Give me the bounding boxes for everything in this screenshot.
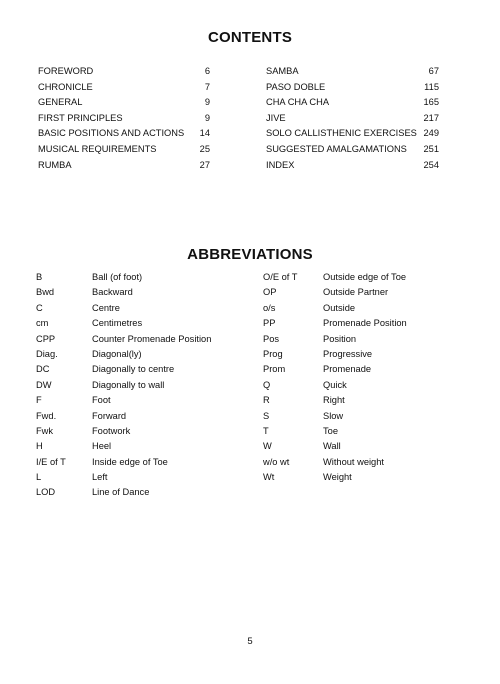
contents-column-left [38,66,210,175]
abbreviation-entry [263,395,463,410]
contents-entry-page: 249 [423,128,439,139]
abbreviation-term: PP [263,318,276,329]
contents-entry [266,160,439,176]
abbreviation-entry [263,318,463,333]
contents-entry-label: RUMBA [38,159,72,170]
abbreviation-term: I/E of T [36,456,66,467]
abbreviation-meaning: Slow [323,410,344,421]
abbreviation-term: w/o wt [263,456,290,467]
contents-entry [38,66,210,82]
abbreviation-meaning: Line of Dance [92,487,150,498]
abbreviation-term: L [36,472,42,483]
contents-entry-label: GENERAL [38,97,83,108]
abbreviation-meaning: Diagonally to centre [92,364,175,375]
abbreviation-meaning: Ball (of foot) [92,272,143,282]
abbreviation-meaning: Forward [92,410,127,421]
abbreviation-entry [263,457,463,472]
abbreviation-entry [36,272,246,287]
abbreviation-entry [36,457,246,472]
contents-entry-page: 25 [199,143,210,154]
contents-entry [38,82,210,98]
abbreviation-term: o/s [263,302,276,313]
abbreviation-term: F [36,395,42,406]
abbreviations-heading: ABBREVIATIONS [187,246,313,263]
abbreviation-entry [263,380,463,395]
abbreviation-term: LOD [36,487,56,498]
contents-entry-label: SUGGESTED AMALGAMATIONS [266,143,407,154]
abbreviation-term: DW [36,379,52,390]
abbreviation-entry [263,303,463,318]
abbreviation-entry [36,426,246,441]
contents-entry-page: 67 [428,66,439,76]
abbreviation-meaning: Heel [92,441,112,452]
abbreviations-column-right [263,272,463,487]
contents-entry-page: 9 [204,97,210,108]
abbreviation-term: C [36,302,43,313]
abbreviation-term: T [263,425,269,436]
abbreviation-entry [36,472,246,487]
contents-entry [38,160,210,176]
abbreviation-term: W [263,441,272,452]
abbreviation-entry [263,334,463,349]
contents-entry-page: 251 [423,143,439,154]
abbreviation-term: Diag. [36,348,58,359]
abbreviation-entry [263,411,463,426]
contents-entry [38,128,210,144]
abbreviation-meaning: Wall [323,441,341,452]
abbreviation-entry [263,287,463,302]
abbreviation-meaning: Centre [92,302,120,313]
abbreviation-entry [36,441,246,456]
abbreviation-entry [263,472,463,487]
abbreviation-term: R [263,395,270,406]
abbreviation-meaning: Outside [323,302,356,313]
abbreviation-meaning: Footwork [92,425,131,436]
abbreviation-meaning: Toe [323,425,338,436]
contents-entry-label: FOREWORD [38,66,94,76]
contents-entry-page: 217 [423,112,439,123]
contents-entry-label: SAMBA [266,66,299,76]
abbreviation-term: O/E of T [263,272,298,282]
contents-entry-page: 14 [199,128,210,139]
abbreviation-entry [36,318,246,333]
contents-entry-label: FIRST PRINCIPLES [38,112,123,123]
contents-entry-label: INDEX [266,159,295,170]
contents-entry [266,82,439,98]
abbreviation-entry [36,287,246,302]
abbreviations-column-left [36,272,246,503]
abbreviation-entry [36,395,246,410]
contents-entry-label: PASO DOBLE [266,81,326,92]
contents-entry-label: MUSICAL REQUIREMENTS [38,143,157,154]
abbreviation-term: B [36,272,43,282]
abbreviation-term: Fwk [36,425,54,436]
abbreviation-meaning: Inside edge of Toe [92,456,168,467]
abbreviation-meaning: Weight [323,472,352,483]
contents-entry-page: 115 [424,81,439,92]
abbreviation-entry [36,303,246,318]
contents-entry-label: JIVE [266,112,286,123]
abbreviation-term: H [36,441,43,452]
abbreviation-entry [36,380,246,395]
abbreviation-term: Wt [263,472,275,483]
abbreviation-meaning: Promenade Position [323,318,407,329]
abbreviation-term: Prom [263,364,286,375]
abbreviation-meaning: Position [323,333,357,344]
contents-entry [266,113,439,129]
contents-entry-label: CHA CHA CHA [266,97,330,108]
abbreviation-term: Prog [263,348,283,359]
abbreviation-entry [263,349,463,364]
contents-entry [266,66,439,82]
abbreviation-term: OP [263,287,277,298]
contents-entry [266,144,439,160]
contents-entry-label: SOLO CALLISTHENIC EXERCISES [266,128,417,139]
contents-entry-page: 7 [204,81,210,92]
contents-entry [266,128,439,144]
abbreviation-meaning: Centimetres [92,318,143,329]
abbreviation-entry [263,364,463,379]
abbreviation-entry [36,349,246,364]
contents-entry-page: 254 [423,159,439,170]
abbreviation-entry [36,487,246,502]
abbreviation-meaning: Promenade [323,364,372,375]
contents-entry-page: 165 [423,97,439,108]
abbreviation-term: Bwd [36,287,55,298]
abbreviation-meaning: Left [92,472,108,483]
abbreviation-entry [263,441,463,456]
contents-entry-label: CHRONICLE [38,81,93,92]
abbreviation-meaning: Backward [92,287,133,298]
abbreviation-term: cm [36,318,49,329]
abbreviation-term: S [263,410,270,421]
contents-entry-page: 6 [204,66,210,76]
contents-entry-label: BASIC POSITIONS AND ACTIONS [38,128,185,139]
abbreviation-entry [36,334,246,349]
abbreviation-entry [263,272,463,287]
abbreviation-term: DC [36,364,50,375]
abbreviation-meaning: Outside edge of Toe [323,272,407,282]
abbreviation-meaning: Foot [92,395,111,406]
contents-entry-page: 27 [199,159,210,170]
abbreviation-meaning: Progressive [323,348,373,359]
contents-entry [266,97,439,113]
abbreviation-meaning: Counter Promenade Position [92,333,212,344]
contents-heading: CONTENTS [207,29,293,46]
abbreviation-entry [36,411,246,426]
abbreviation-meaning: Without weight [323,456,384,467]
contents-entry [38,113,210,129]
contents-column-right [266,66,439,175]
abbreviation-meaning: Outside Partner [323,287,389,298]
abbreviation-meaning: Right [323,395,345,406]
contents-entry [38,144,210,160]
abbreviation-entry [36,364,246,379]
abbreviation-meaning: Diagonally to wall [92,379,165,390]
contents-entry-page: 9 [204,112,210,123]
abbreviation-meaning: Quick [323,379,347,390]
abbreviation-term: Fwd. [36,410,57,421]
abbreviation-term: CPP [36,333,56,344]
page-number: 5 [247,636,253,647]
abbreviation-entry [263,426,463,441]
abbreviation-term: Q [263,379,271,390]
abbreviation-meaning: Diagonal(ly) [92,348,142,359]
abbreviation-term: Pos [263,333,280,344]
contents-entry [38,97,210,113]
